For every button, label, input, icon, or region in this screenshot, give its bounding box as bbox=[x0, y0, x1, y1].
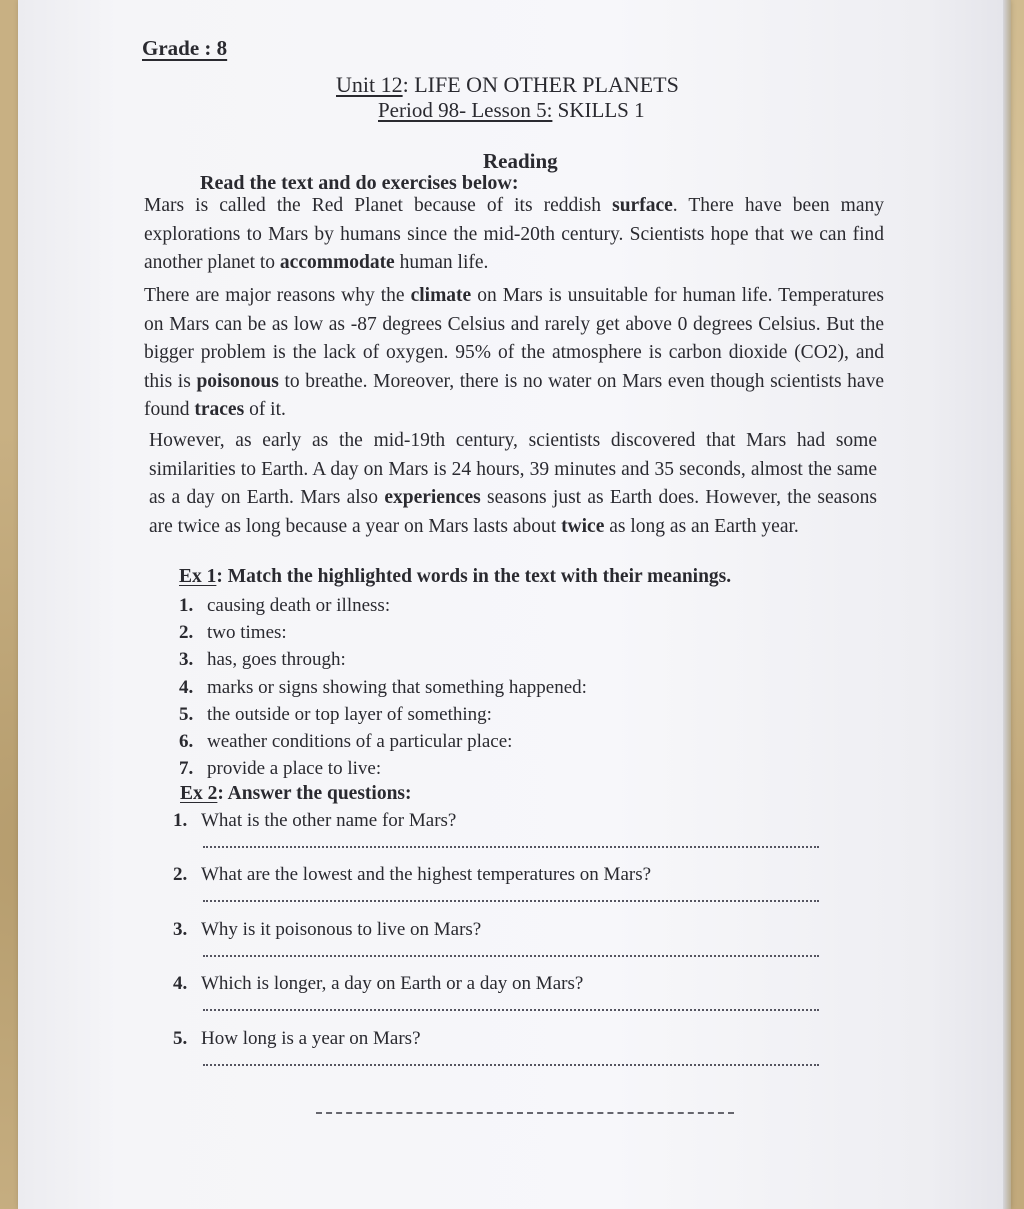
paper-edge bbox=[1003, 0, 1011, 1209]
highlighted-word: poisonous bbox=[196, 370, 279, 392]
answer-line[interactable] bbox=[203, 846, 819, 848]
question-text: How long is a year on Mars? bbox=[201, 1027, 421, 1049]
item-number: 2. bbox=[179, 622, 194, 644]
paragraph-1: Mars is called the Red Planet because of its reddish surface. There have been many explorations to Mars by humans since the mid-20th century. Scientists hope that we can find another planet to accommodate human life. bbox=[144, 195, 885, 273]
item-number: 7. bbox=[179, 758, 194, 780]
question-text: What are the lowest and the highest temperatures on Mars? bbox=[201, 864, 652, 886]
question-number: 4. bbox=[173, 973, 188, 995]
question-number: 1. bbox=[173, 810, 188, 831]
item-text: causing death or illness: bbox=[207, 595, 391, 616]
item-text: provide a place to live: bbox=[207, 758, 382, 780]
paragraph-3: However, as early as the mid-19th century, scientists discovered that Mars had some similarities to Earth. A day on Mars is 24 hours, 39 minutes and 35 seconds, almost the same as a day on Earth. Mars also experiences seasons just as Earth does. However, the seasons are twice as long because a year on Mars lasts about twice as long as an Earth year. bbox=[149, 430, 877, 537]
highlighted-word: surface bbox=[612, 195, 673, 216]
question-text: What is the other name for Mars? bbox=[201, 810, 457, 831]
period-label: Period 98- Lesson 5: bbox=[378, 98, 553, 122]
question-number: 2. bbox=[173, 864, 188, 886]
item-number: 5. bbox=[179, 703, 194, 725]
exercise-1-label: Ex 1 bbox=[179, 566, 217, 587]
exercise-2-instruction: : Answer the questions: bbox=[217, 783, 412, 804]
list-item bbox=[179, 728, 587, 755]
grade-label: Grade : 8 bbox=[142, 36, 228, 60]
item-text: two times: bbox=[207, 622, 287, 644]
list-item bbox=[179, 592, 587, 619]
answer-line[interactable] bbox=[203, 1009, 819, 1011]
exercise-1-list bbox=[179, 592, 587, 782]
item-number: 6. bbox=[179, 730, 194, 752]
answer-line[interactable] bbox=[203, 1064, 819, 1066]
highlighted-word: climate bbox=[410, 285, 472, 306]
item-number: 1. bbox=[179, 595, 194, 616]
list-item bbox=[179, 755, 587, 782]
item-text: has, goes through: bbox=[207, 649, 346, 671]
exercise-2-list bbox=[173, 808, 651, 1080]
item-text: the outside or top layer of something: bbox=[207, 703, 492, 725]
highlighted-word: experiences bbox=[384, 487, 481, 508]
reading-instruction: Read the text and do exercises below: bbox=[200, 172, 519, 194]
period-title bbox=[378, 98, 645, 123]
reading-heading: Reading bbox=[483, 149, 558, 173]
list-item bbox=[179, 646, 587, 673]
item-text: weather conditions of a particular place: bbox=[207, 730, 513, 752]
unit-title bbox=[336, 72, 679, 98]
question-item bbox=[173, 971, 651, 1025]
item-text: marks or signs showing that something happened: bbox=[207, 676, 587, 698]
unit-label: Unit 12 bbox=[336, 72, 403, 97]
answer-line[interactable] bbox=[203, 955, 819, 957]
question-text: Why is it poisonous to live on Mars? bbox=[201, 918, 482, 940]
exercise-1-title bbox=[179, 566, 731, 588]
exercise-2-label: Ex 2 bbox=[180, 783, 218, 804]
highlighted-word: accommodate bbox=[279, 252, 395, 273]
question-item bbox=[173, 917, 651, 971]
highlighted-word: traces bbox=[194, 399, 245, 420]
paragraph-2: There are major reasons why the climate on Mars is unsuitable for human life. Temperatures on Mars can be as low as -87 degrees Celsius and rarely get above 0 degrees Celsius. But the bigger problem is the lack of oxygen. 95% of the atmosphere is carbon dioxide (CO2), and this is poisonous to breathe. Moreover, there is no water on Mars even though scientists have found traces of it. bbox=[144, 285, 885, 420]
item-number: 4. bbox=[179, 676, 194, 698]
question-number: 3. bbox=[173, 918, 188, 940]
exercise-1-instruction: : Match the highlighted words in the text with their meanings. bbox=[216, 566, 732, 587]
list-item bbox=[179, 619, 587, 646]
exercise-2-title bbox=[180, 783, 412, 805]
item-number: 3. bbox=[179, 649, 194, 671]
highlighted-word: twice bbox=[561, 515, 605, 537]
list-item bbox=[179, 701, 587, 728]
answer-line[interactable] bbox=[203, 900, 819, 902]
period-name: SKILLS 1 bbox=[552, 98, 645, 122]
question-item bbox=[173, 862, 651, 916]
question-item bbox=[173, 808, 651, 862]
list-item bbox=[179, 674, 587, 701]
question-item bbox=[173, 1026, 651, 1080]
unit-name: : LIFE ON OTHER PLANETS bbox=[402, 72, 679, 97]
question-text: Which is longer, a day on Earth or a day on Mars? bbox=[201, 973, 584, 995]
question-number: 5. bbox=[173, 1027, 188, 1049]
end-divider bbox=[316, 1112, 734, 1114]
